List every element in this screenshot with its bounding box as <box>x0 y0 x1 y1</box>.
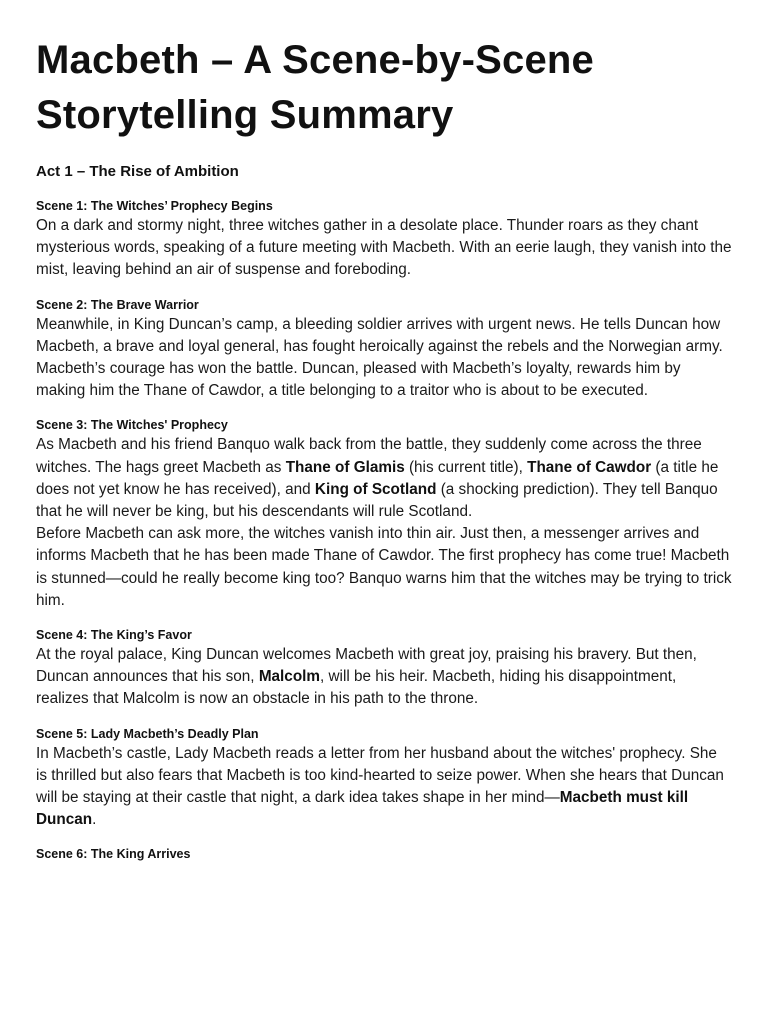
scene-3-paragraph-2: Before Macbeth can ask more, the witches vanish into thin air. Just then, a messenger arrives and informs Macbeth that he has been made Thane of Cawdor. The first prophecy has come true! Macbeth is stunned—could he really become king too? Banquo warns him that the witches may be trying to trick him. <box>36 525 732 609</box>
scene-3-p1-bold-king: King of Scotland <box>314 480 437 498</box>
scene-3-p1-bold-cawdor: Thane of Cawdor <box>527 458 652 476</box>
scene-5-p1-text-a: In Macbeth’s castle, Lady Macbeth reads a letter from her husband about the witches' prophecy. She is thrilled but also fears that Macbeth is too kind-hearted to seize power. When she hears that Duncan will be staying at their castle that night, a dark idea takes shape in her mind— <box>36 744 724 807</box>
scene-4-p1-text-c: , will be his heir. Macbeth, hiding his disappointment, realizes that Malcolm is now an obstacle in his path to the throne. <box>36 668 677 708</box>
scene-2-paragraph: Meanwhile, in King Duncan’s camp, a bleeding soldier arrives with urgent news. He tells Duncan how Macbeth, a brave and loyal general, has fought heroically against the rebels and the Norwegian army. Macbeth’s courage has won the battle. Duncan, pleased with Macbeth’s loyalty, rewards him by making him the Thane of Cawdor, a title belonging to a traitor who is about to be executed. <box>36 315 723 400</box>
scene-3-p1-text-e: (a shocking prediction). They tell Banquo that he will never be king, but his descendants will rule Scotland. <box>36 480 718 521</box>
scene-1-paragraph: On a dark and stormy night, three witches gather in a desolate place. Thunder roars as they chant mysterious words, speaking of a future meeting with Macbeth. With an eerie laugh, they vanish into the mist, leaving behind an air of suspense and foreboding. <box>36 217 732 279</box>
scene-3-paragraph-1 <box>36 434 732 523</box>
scene-2-heading: Scene 2: The Brave Warrior <box>36 297 199 312</box>
document-title: Macbeth – A Scene-by-Scene Storytelling Summary <box>36 38 594 137</box>
scene-4-paragraph <box>36 644 732 711</box>
scene-4-p1-text-a: At the royal palace, King Duncan welcomes Macbeth with great joy, praising his bravery. But then, Duncan announces that his son, <box>36 646 697 686</box>
act-heading: Act 1 – The Rise of Ambition <box>36 163 239 180</box>
scene-5-heading: Scene 5: Lady Macbeth’s Deadly Plan <box>36 726 259 741</box>
scene-6-heading: Scene 6: The King Arrives <box>36 847 191 862</box>
scene-3-heading: Scene 3: The Witches' Prophecy <box>36 418 228 433</box>
scene-3-p1-bold-glamis: Thane of Glamis <box>285 458 405 476</box>
scene-5-p1-bold-kill: Macbeth must kill Duncan <box>36 789 689 829</box>
scene-4-heading: Scene 4: The King’s Favor <box>36 628 192 643</box>
scene-3-p1-text-c: (his current title), <box>404 458 528 476</box>
scene-3-p1-text-a: As Macbeth and his friend Banquo walk back from the battle, they suddenly come across the three witches. The hags greet Macbeth as <box>36 436 702 476</box>
scene-5-p1-text-c: . <box>92 811 97 829</box>
scene-4-p1-bold-malcolm: Malcolm <box>258 668 321 686</box>
scene-1-heading: Scene 1: The Witches’ Prophecy Begins <box>36 199 273 213</box>
scene-5-paragraph <box>36 743 732 832</box>
scene-3-p1-text-d: (a title he does not yet know he has received), and <box>36 458 719 498</box>
